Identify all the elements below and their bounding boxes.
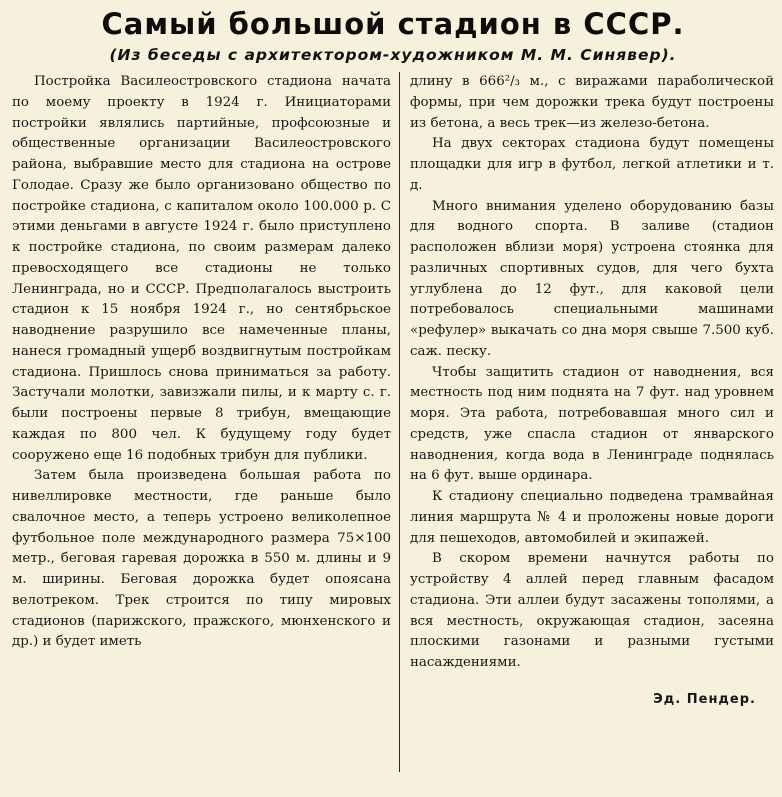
author-signature: Эд. Пендер. — [653, 691, 756, 707]
paragraph: На двух секторах стадиона будут помещены площадки для игр в футбол, легкой атлетики и т. д. — [410, 136, 774, 193]
article-subheadline: (Из беседы с архитектором-художником М. М. Синявер). — [109, 46, 677, 64]
article-columns — [12, 72, 774, 772]
paragraph: В скором времени начнутся работы по устройству 4 аллей перед главным фасадом стадиона. Эти аллеи будут засажены тополями, а вся местность, окружающая стадион, засеяна плоскими газонами и разными густыми насаждениями. — [410, 551, 774, 670]
paragraph: Чтобы защитить стадион от наводнения, вся местность под ним поднята на 7 фут. над уровнем моря. Эта работа, потребовавшая много сил и средств, уже спасла стадион от январского наводнения, когда вода в Ленинграде поднялась на 6 фут. выше ординара. — [410, 364, 774, 484]
article-headline: Самый большой стадион в СССР. — [101, 7, 685, 41]
paragraph: Много внимания уделено оборудованию базы для водного спорта. В заливе (стадион расположен вблизи моря) устроена стоянка для различных спортивных судов, для чего бухта углублена до 12 фут., для каковой цели потребовалось специальными машинами «рефулер» выкачать со дна моря свыше 7.500 куб. саж. песку. — [410, 198, 774, 359]
paragraph: Постройка Василеостровского стадиона начата по моему проекту в 1924 г. Инициаторами постройки являлись партийные, профсоюзные и общественные организации Василеостровского района, выбравшие место для стадиона на острове Голодае. Сразу же было организовано общество по постройке стадиона, с капиталом около 100.000 р. С этими деньгами в августе 1924 г. было приступлено к постройке стадиона, по своим размерам далеко превосходящего все стадионы не только Ленинграда, но и СССР. Предполагалось выстроить стадион к 15 ноября 1924 г., но сентябрьское наводнение разрушило все намеченные планы, нанеся громадный ущерб воздвигнутым постройкам стадиона. Пришлось снова приниматься за работу. Застучали молотки, завизжали пилы, и к марту с. г. были построены первые 8 трибун, вмещающие каждая по 800 чел. К будущему году будет сооружено еще 16 подобных трибун для публики. — [12, 74, 391, 463]
paragraph: длину в 666²/₃ м., с виражами параболической формы, при чем дорожки трека будут построены из бетона, а весь трек—из железо-бетона. — [410, 74, 774, 131]
paragraph: Затем была произведена большая работа по нивеллировке местности, где раньше было свалочное место, а теперь устроено великолепное футбольное поле международного размера 75×100 метр., беговая гаревая дорожка в 550 м. длины и 9 м. ширины. Беговая дорожка будет опоясана велотреком. Трек строится по типу мировых стадионов (парижского, пражского, мюнхенского и др.) и будет иметь — [12, 468, 391, 650]
right-column — [400, 72, 774, 772]
paragraph: К стадиону специально подведена трамвайная линия маршрута № 4 и проложены новые дороги для пешеходов, автомобилей и экипажей. — [410, 489, 774, 546]
left-column — [12, 72, 400, 772]
